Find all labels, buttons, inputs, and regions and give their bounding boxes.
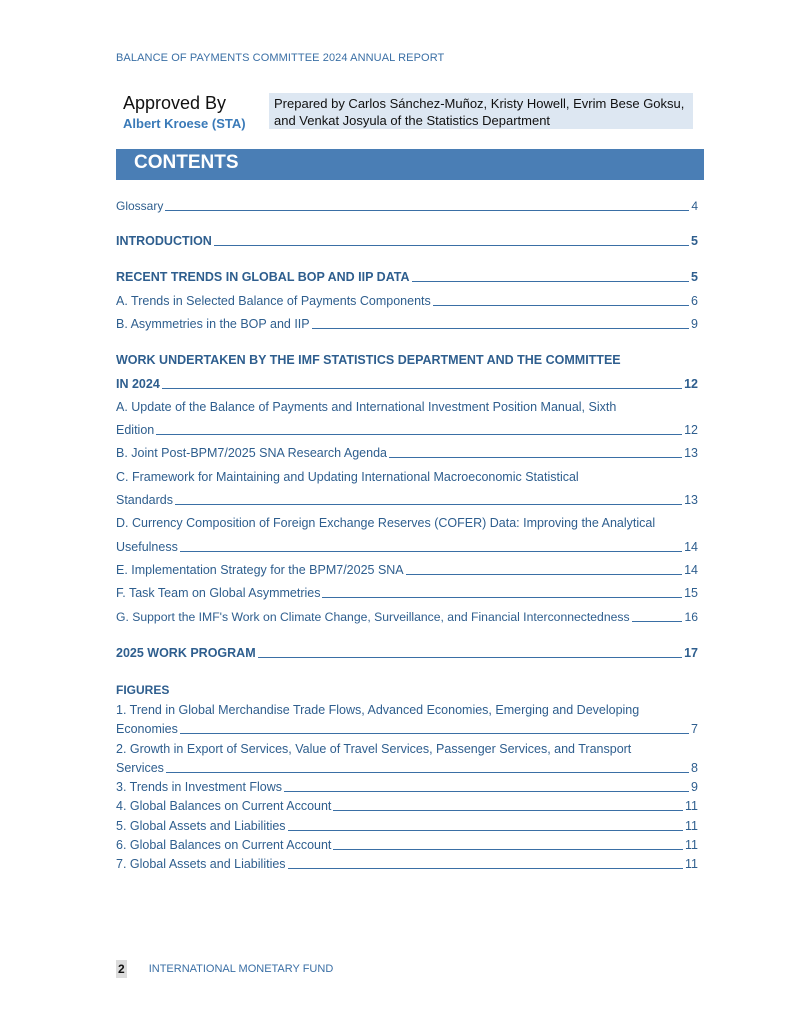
toc-page-number: 11 — [685, 838, 698, 852]
toc-entry-title: Glossary — [116, 199, 164, 213]
toc-entry-work-undertaken-line-1[interactable]: WORK UNDERTAKEN BY THE IMF STATISTICS DEPARTMENT AND THE COMMITTEE — [116, 353, 621, 367]
toc-page-number: 9 — [691, 317, 698, 331]
dot-leader — [333, 810, 683, 811]
approved-label: Approved By — [123, 93, 227, 113]
toc-entry-framework[interactable] — [116, 492, 698, 508]
dot-leader — [389, 457, 682, 458]
toc-page-number: 6 — [691, 294, 698, 308]
toc-page-number: 14 — [684, 540, 698, 554]
toc-entry-title: INTRODUCTION — [116, 234, 212, 248]
toc-figure-1[interactable] — [116, 721, 698, 737]
toc-figure-1-line-1[interactable]: 1. Trend in Global Merchandise Trade Flows, Advanced Economies, Emerging and Developing — [116, 703, 640, 717]
toc-entry-cofer[interactable] — [116, 539, 698, 555]
toc-entry-update-manual[interactable] — [116, 422, 698, 438]
toc-entry-title: 4. Global Balances on Current Account — [116, 799, 332, 813]
page-footer — [116, 960, 333, 978]
toc-page-number: 11 — [685, 819, 698, 833]
toc-page-number: 7 — [691, 722, 698, 736]
toc-entry-cofer-line-1[interactable]: D. Currency Composition of Foreign Exchange Reserves (COFER) Data: Improving the Analytical — [116, 516, 656, 530]
footer-organization: INTERNATIONAL MONETARY FUND — [148, 963, 334, 975]
toc-entry-title: E. Implementation Strategy for the BPM7/2025 SNA — [116, 563, 404, 577]
toc-figure-5[interactable] — [116, 818, 698, 834]
dot-leader — [333, 849, 683, 850]
dot-leader — [180, 733, 689, 734]
toc-entry-title: Economies — [116, 722, 178, 736]
toc-entry-framework-line-1[interactable]: C. Framework for Maintaining and Updating International Macroeconomic Statistical — [116, 470, 579, 484]
toc-entry-support[interactable] — [116, 609, 698, 625]
dot-leader — [322, 597, 682, 598]
toc-entry-title: Standards — [116, 493, 173, 507]
toc-page-number: 13 — [684, 493, 698, 507]
running-header: BALANCE OF PAYMENTS COMMITTEE 2024 ANNUAL REPORT — [116, 52, 445, 64]
toc-entry-title: B. Asymmetries in the BOP and IIP — [116, 317, 310, 331]
toc-entry-title: 5. Global Assets and Liabilities — [116, 819, 286, 833]
toc-figure-2-line-1[interactable]: 2. Growth in Export of Services, Value of Travel Services, Passenger Services, and Transport — [116, 742, 632, 756]
approver-name: Albert Kroese (STA) — [123, 116, 246, 131]
toc-page-number: 9 — [691, 780, 698, 794]
toc-page-number: 11 — [685, 857, 698, 871]
dot-leader — [412, 281, 690, 282]
prepared-by-box — [269, 93, 693, 129]
toc-entry-asymmetries[interactable] — [116, 316, 698, 332]
dot-leader — [258, 657, 682, 658]
toc-figure-3[interactable] — [116, 779, 698, 795]
dot-leader — [180, 551, 682, 552]
dot-leader — [433, 305, 689, 306]
toc-entry-glossary[interactable] — [116, 198, 698, 214]
toc-page-number: 4 — [691, 199, 698, 213]
dot-leader — [166, 772, 689, 773]
contents-banner — [116, 149, 704, 180]
dot-leader — [284, 791, 689, 792]
toc-page-number: 5 — [691, 270, 698, 284]
toc-page-number: 13 — [684, 446, 698, 460]
toc-entry-title: B. Joint Post-BPM7/2025 SNA Research Agenda — [116, 446, 387, 460]
prepared-by-line-1: Prepared by Carlos Sánchez-Muñoz, Kristy Howell, Evrim Bese Goksu, — [274, 96, 685, 111]
toc-page-number: 17 — [684, 646, 698, 660]
toc-page-number: 12 — [684, 423, 698, 437]
dot-leader — [214, 245, 689, 246]
toc-page-number: 5 — [691, 234, 698, 248]
toc-entry-title: 6. Global Balances on Current Account — [116, 838, 332, 852]
toc-entry-title: Services — [116, 761, 164, 775]
toc-entry-title: IN 2024 — [116, 377, 160, 391]
toc-entry-task-team[interactable] — [116, 585, 698, 601]
toc-page-number: 11 — [685, 799, 698, 813]
dot-leader — [288, 868, 683, 869]
toc-page-number: 8 — [691, 761, 698, 775]
toc-figure-6[interactable] — [116, 837, 698, 853]
toc-entry-title: Usefulness — [116, 540, 178, 554]
toc-figure-4[interactable] — [116, 798, 698, 814]
toc-entry-implementation[interactable] — [116, 562, 698, 578]
prepared-by-line-2: and Venkat Josyula of the Statistics Department — [274, 113, 551, 128]
dot-leader — [162, 388, 682, 389]
toc-page-number: 14 — [684, 563, 698, 577]
toc-entry-title: F. Task Team on Global Asymmetries — [116, 586, 321, 600]
toc-page-number: 12 — [684, 377, 698, 391]
toc-entry-update-manual-line-1[interactable]: A. Update of the Balance of Payments and International Investment Position Manual, Sixth — [116, 400, 617, 414]
dot-leader — [632, 621, 683, 622]
toc-entry-title: G. Support the IMF's Work on Climate Change, Surveillance, and Financial Interconnectedness — [116, 610, 630, 624]
contents-title: CONTENTS — [134, 152, 239, 173]
dot-leader — [312, 328, 689, 329]
toc-entry-work-program[interactable] — [116, 645, 698, 661]
dot-leader — [175, 504, 682, 505]
toc-entry-title: 2025 WORK PROGRAM — [116, 646, 256, 660]
toc-entry-work-undertaken[interactable] — [116, 376, 698, 392]
toc-entry-trends-components[interactable] — [116, 293, 698, 309]
toc-entry-title: RECENT TRENDS IN GLOBAL BOP AND IIP DATA — [116, 270, 410, 284]
dot-leader — [165, 210, 689, 211]
toc-entry-title: 7. Global Assets and Liabilities — [116, 857, 286, 871]
toc-entry-introduction[interactable] — [116, 233, 698, 249]
approved-block — [123, 92, 246, 131]
toc-page-number: 16 — [684, 610, 698, 624]
toc-page-number: 15 — [684, 586, 698, 600]
page-number: 2 — [118, 962, 125, 976]
toc-entry-joint-agenda[interactable] — [116, 445, 698, 461]
toc-figure-7[interactable] — [116, 856, 698, 872]
figures-heading: FIGURES — [116, 683, 170, 697]
toc-figure-2[interactable] — [116, 760, 698, 776]
toc-entry-recent-trends[interactable] — [116, 269, 698, 285]
dot-leader — [288, 830, 683, 831]
toc-entry-title: Edition — [116, 423, 155, 437]
toc-entry-title: 3. Trends in Investment Flows — [116, 780, 283, 794]
toc-entry-title: A. Trends in Selected Balance of Payments Components — [116, 294, 431, 308]
dot-leader — [406, 574, 682, 575]
dot-leader — [156, 434, 682, 435]
